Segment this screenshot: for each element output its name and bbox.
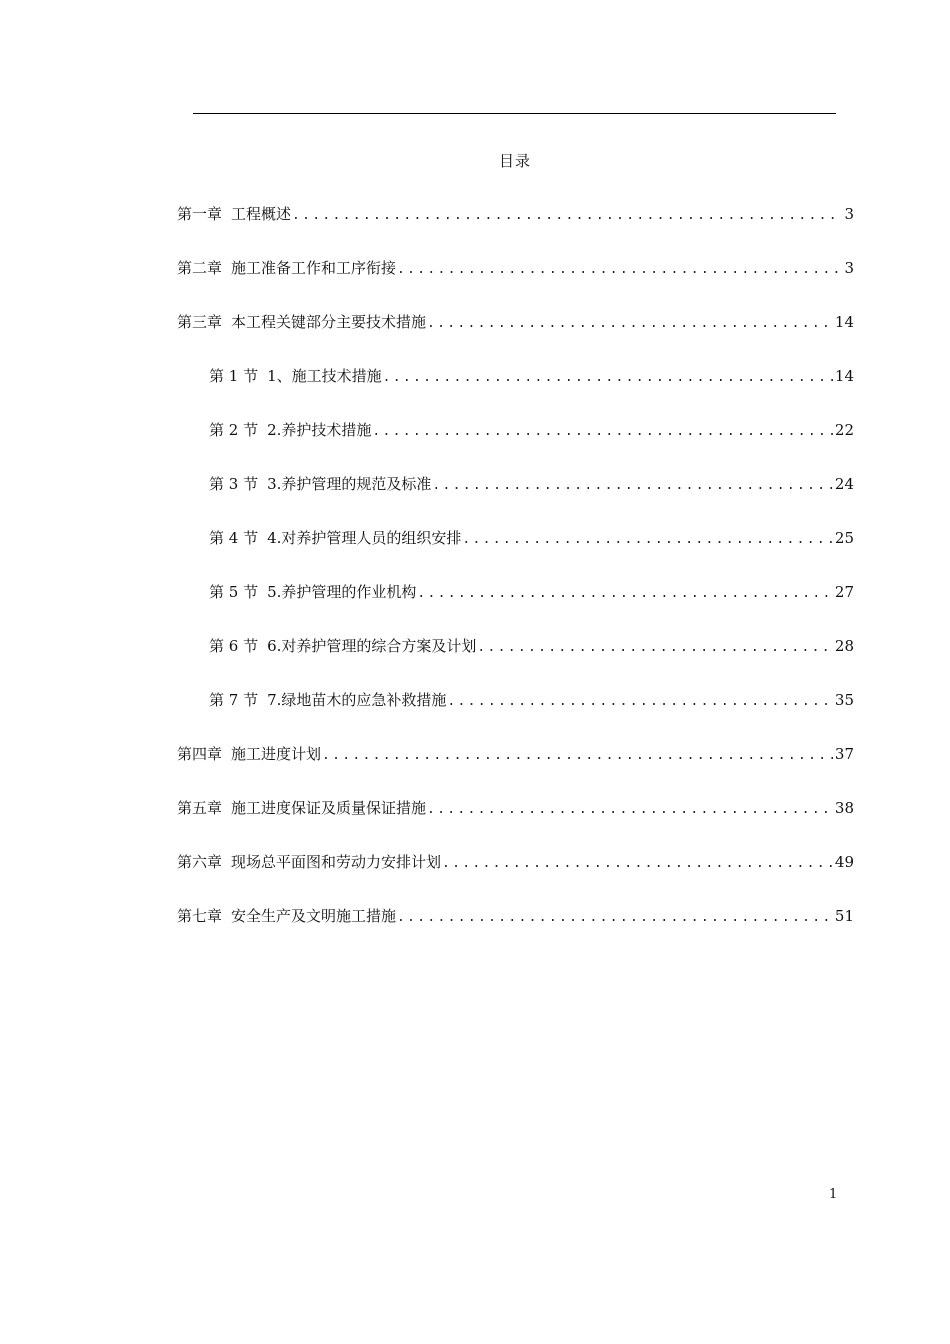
toc-entry-section-4[interactable] xyxy=(177,527,854,581)
toc-entry-title: 工程概述 xyxy=(231,205,292,223)
toc-entry-page: 37 xyxy=(834,745,854,763)
toc-entry-section-2[interactable] xyxy=(177,419,854,473)
toc-entry-title: 施工进度计划 xyxy=(231,745,322,763)
toc-entry-label xyxy=(177,311,426,332)
toc-title: 目录 xyxy=(498,152,531,170)
toc-entry-section-5[interactable] xyxy=(177,581,854,635)
toc-entry-prefix: 第 4 节 xyxy=(209,529,259,547)
toc-dot-leader xyxy=(427,316,833,331)
toc-entry-prefix: 第四章 xyxy=(177,745,223,763)
header-rule xyxy=(193,113,836,114)
toc-entry-title: 5.养护管理的作业机构 xyxy=(267,583,417,601)
toc-entry-page: 51 xyxy=(834,907,854,925)
toc-entry-label xyxy=(209,419,371,440)
toc-entry-page: 25 xyxy=(834,529,854,547)
toc-dot-leader xyxy=(292,208,842,223)
toc-entry-prefix: 第五章 xyxy=(177,799,223,817)
toc-entry-page: 3 xyxy=(844,259,854,277)
toc-entry-title: 现场总平面图和劳动力安排计划 xyxy=(231,853,442,871)
toc-entry-chapter-5[interactable] xyxy=(177,797,854,851)
toc-entry-page: 35 xyxy=(834,691,854,709)
toc-entry-label xyxy=(177,905,396,926)
toc-entry-page: 14 xyxy=(834,313,854,331)
toc-entry-chapter-3[interactable] xyxy=(177,311,854,365)
toc-entry-prefix: 第二章 xyxy=(177,259,223,277)
toc-entry-prefix: 第 6 节 xyxy=(209,637,259,655)
toc-entry-section-7[interactable] xyxy=(177,689,854,743)
toc-entry-title: 2.养护技术措施 xyxy=(267,421,372,439)
toc-entry-title: 6.对养护管理的综合方案及计划 xyxy=(267,637,477,655)
toc-dot-leader xyxy=(397,910,833,925)
toc-dot-leader xyxy=(462,532,832,547)
toc-entry-prefix: 第 1 节 xyxy=(209,367,259,385)
toc-entry-label xyxy=(177,203,291,224)
toc-dot-leader xyxy=(477,640,832,655)
page-number: 1 xyxy=(829,1187,838,1202)
toc-entry-prefix: 第六章 xyxy=(177,853,223,871)
toc-entry-chapter-6[interactable] xyxy=(177,851,854,905)
toc-entry-label xyxy=(209,689,446,710)
toc-dot-leader xyxy=(397,262,842,277)
toc-entry-prefix: 第三章 xyxy=(177,313,223,331)
toc-entry-page: 14 xyxy=(834,367,854,385)
toc-entry-label xyxy=(209,365,382,386)
toc-dot-leader xyxy=(417,586,833,601)
toc-entry-title: 3.养护管理的规范及标准 xyxy=(267,475,432,493)
toc-entry-prefix: 第一章 xyxy=(177,205,223,223)
toc-entry-label xyxy=(209,635,476,656)
toc-entry-prefix: 第 2 节 xyxy=(209,421,259,439)
toc-entry-label xyxy=(177,257,396,278)
toc-entry-prefix: 第 3 节 xyxy=(209,475,259,493)
toc-entry-label xyxy=(209,473,431,494)
toc-entry-page: 38 xyxy=(834,799,854,817)
toc-entry-chapter-1[interactable] xyxy=(177,203,854,257)
toc-entry-page: 22 xyxy=(834,421,854,439)
toc-entry-label xyxy=(177,797,426,818)
toc-entry-page: 28 xyxy=(834,637,854,655)
toc-entry-label xyxy=(209,581,416,602)
toc-entry-title: 安全生产及文明施工措施 xyxy=(231,907,397,925)
toc-entry-prefix: 第七章 xyxy=(177,907,223,925)
toc-dot-leader xyxy=(383,370,833,385)
toc-entry-label xyxy=(177,743,321,764)
toc-entry-chapter-2[interactable] xyxy=(177,257,854,311)
toc-entry-prefix: 第 7 节 xyxy=(209,691,259,709)
toc-entry-label xyxy=(177,851,441,872)
toc-entry-title: 1、施工技术措施 xyxy=(267,367,382,385)
toc-entry-page: 49 xyxy=(834,853,854,871)
toc-entry-page: 27 xyxy=(834,583,854,601)
toc-entry-title: 4.对养护管理人员的组织安排 xyxy=(267,529,462,547)
toc-dot-leader xyxy=(442,856,833,871)
toc-entry-chapter-7[interactable] xyxy=(177,905,854,959)
toc-entry-title: 施工进度保证及质量保证措施 xyxy=(231,799,427,817)
toc-entry-prefix: 第 5 节 xyxy=(209,583,259,601)
toc-dot-leader xyxy=(322,748,833,763)
toc-dot-leader xyxy=(432,478,832,493)
toc-entry-title: 7.绿地苗木的应急补救措施 xyxy=(267,691,447,709)
toc-entry-page: 3 xyxy=(844,205,854,223)
toc-entry-chapter-4[interactable] xyxy=(177,743,854,797)
toc-entry-page: 24 xyxy=(834,475,854,493)
toc-entry-section-6[interactable] xyxy=(177,635,854,689)
toc-entry-section-3[interactable] xyxy=(177,473,854,527)
toc-entry-title: 施工准备工作和工序衔接 xyxy=(231,259,397,277)
toc-entry-label xyxy=(209,527,461,548)
toc-dot-leader xyxy=(372,424,833,439)
toc-entry-section-1[interactable] xyxy=(177,365,854,419)
table-of-contents xyxy=(177,203,854,959)
toc-dot-leader xyxy=(427,802,833,817)
toc-entry-title: 本工程关键部分主要技术措施 xyxy=(231,313,427,331)
toc-dot-leader xyxy=(447,694,832,709)
